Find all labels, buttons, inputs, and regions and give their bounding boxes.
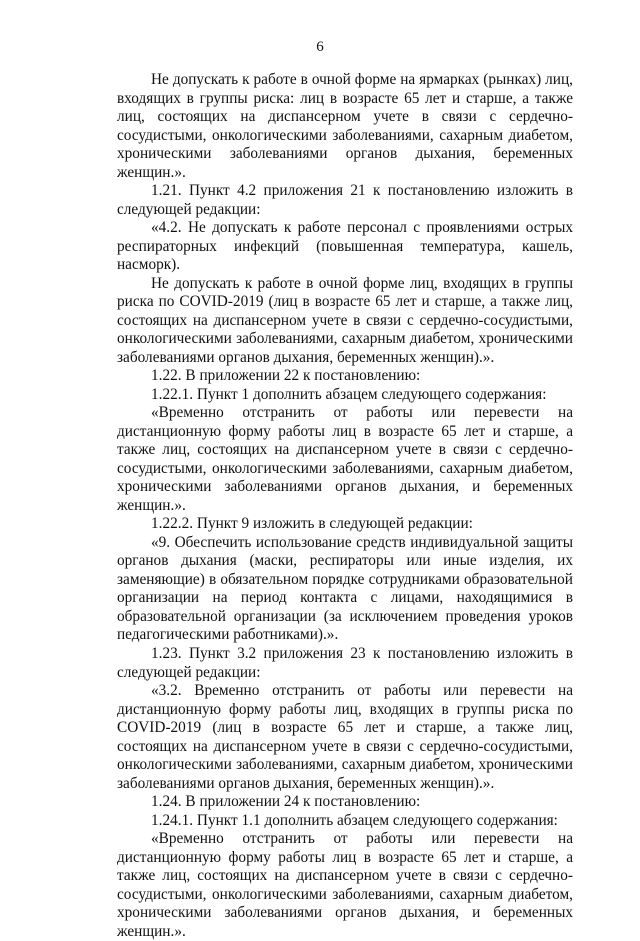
paragraph-clause-9: «9. Обеспечить использование средств индивидуальной защиты органов дыхания (маски, респираторы или иные изделия, их заменяющие) в обязательном порядке сотрудниками образовательной организации на период контакта с лицами, находящимися в образовательной организации (за исключением проведения уроков педагогическими работниками).». [117,533,573,644]
document-body [117,71,573,941]
paragraph-item-1-24-1: 1.24.1. Пункт 1.1 дополнить абзацем следующего содержания: [151,811,558,829]
paragraph-remote-work-2: «Временно отстранить от работы или перевести на дистанционную форму работы лиц в возрасте 65 лет и старше, а также лиц, состоящих на диспансерном учете в связи с сердечно-сосудистыми, онкологическими заболеваниями, сахарным диабетом, хроническими заболеваниями органов дыхания, и беременных женщин.». [117,830,573,940]
paragraph-remote-work-1: «Временно отстранить от работы или перевести на дистанционную форму работы лиц в возрасте 65 лет и старше, а также лиц, состоящих на диспансерном учете в связи с сердечно-сосудистыми, онкологическими заболеваниями, сахарным диабетом, хроническими заболеваниями органов дыхания, и беременных женщин.». [117,404,573,514]
page-number: 6 [316,39,324,55]
paragraph-item-1-22-2: 1.22.2. Пункт 9 изложить в следующей редакции: [151,515,473,533]
paragraph-clause-3-2: «3.2. Временно отстранить от работы или перевести на дистанционную форму работы лиц, входящих в группы риска по COVID-2019 (лиц в возрасте 65 лет и старше, а также лиц, состоящих на диспансерном учете в связи с сердечно-сосудистыми, онкологическими заболеваниями, сахарным диабетом, хроническими заболеваниями органов дыхания, беременных женщин).». [117,682,573,792]
paragraph-clause-4-2: «4.2. Не допускать к работе персонал с проявлениями острых респираторных инфекций (повышенная температура, кашель, насморк). [117,219,573,274]
paragraph-item-1-22-1: 1.22.1. Пункт 1 дополнить абзацем следующего содержания: [151,385,547,403]
paragraph-fairs-risk-groups: Не допускать к работе в очной форме на ярмарках (рынках) лиц, входящих в группы риска: лиц в возрасте 65 лет и старше, а также лиц, состоящих на диспансерном учете в связи с сердечно-сосудистыми, онкологическими заболеваниями, сахарным диабетом, хроническими заболеваниями органов дыхания, беременных женщин.». [117,71,573,181]
paragraph-item-1-23: 1.23. Пункт 3.2 приложения 23 к постановлению изложить в следующей редакции: [117,644,573,681]
paragraph-item-1-21: 1.21. Пункт 4.2 приложения 21 к постановлению изложить в следующей редакции: [117,182,573,218]
paragraph-covid-risk-groups: Не допускать к работе в очной форме лиц, входящих в группы риска по COVID-2019 (лиц в возрасте 65 лет и старше, а также лиц, состоящих на диспансерном учете в связи с сердечно-сосудистыми, онкологическими заболеваниями, сахарным диабетом, хроническими заболеваниями органов дыхания, беременных женщин).». [117,274,573,366]
paragraph-item-1-24: 1.24. В приложении 24 к постановлению: [151,793,421,811]
paragraph-item-1-22: 1.22. В приложении 22 к постановлению: [151,367,421,385]
